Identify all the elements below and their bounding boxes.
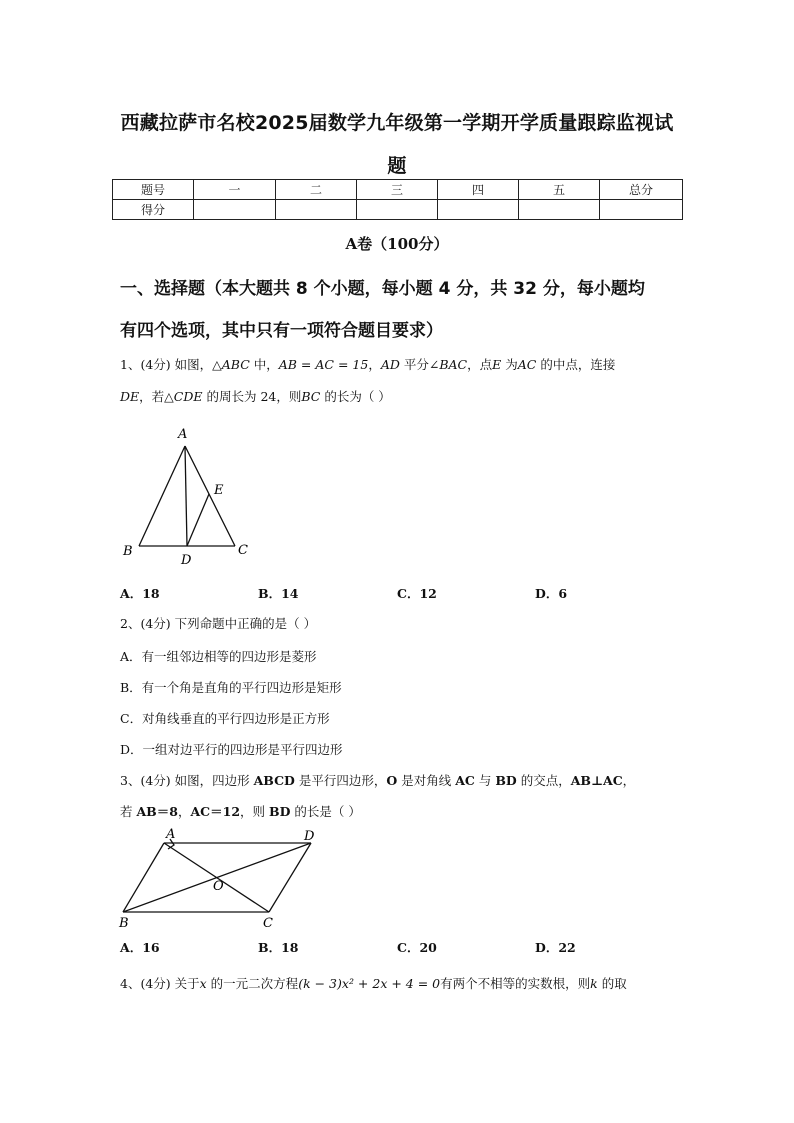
- q1-option-b[interactable]: B．14: [258, 586, 299, 601]
- triangle-figure: [115, 420, 265, 570]
- parallelogram-figure: [115, 826, 325, 932]
- segment-dc: [269, 843, 311, 912]
- score-header-cell: 二: [276, 180, 357, 200]
- section-heading-continued: 有四个选项，其中只有一项符合题目要求）: [120, 321, 443, 341]
- score-row-label: 得分: [113, 200, 194, 220]
- q2-option-a[interactable]: A．有一组邻边相等的四边形是菱形: [120, 649, 317, 664]
- score-table: [112, 179, 683, 220]
- score-header-cell: 五: [519, 180, 600, 200]
- label-c: C: [263, 916, 273, 931]
- question-1-line-2: DE，若△CDE 的周长为 24，则BC 的长为（ ）: [120, 389, 391, 404]
- q3-option-a[interactable]: A．16: [120, 940, 160, 955]
- question-4-line-1: 4、(4分) 关于x 的一元二次方程(k − 3)x² + 2x + 4 = 0有两个不相等的实数根，则k 的取: [120, 976, 627, 991]
- score-header-cell: 总分: [600, 180, 683, 200]
- segment-ab: [139, 446, 185, 546]
- page-title-continued: 题: [387, 155, 407, 177]
- score-header-cell: 题号: [113, 180, 194, 200]
- label-d: D: [181, 553, 192, 568]
- label-o: O: [213, 879, 224, 894]
- diagonal-bd: [123, 843, 311, 912]
- score-header-cell: 四: [438, 180, 519, 200]
- q3-option-c[interactable]: C．20: [397, 940, 437, 955]
- score-cell: [276, 200, 357, 220]
- page-title: 西藏拉萨市名校2025届数学九年级第一学期开学质量跟踪监视试: [120, 112, 674, 134]
- segment-ad: [185, 446, 187, 546]
- question-3-line-1: 3、(4分) 如图，四边形 ABCD 是平行四边形，O 是对角线 AC 与 BD 的交点，AB⊥AC，: [120, 773, 636, 788]
- q2-option-b[interactable]: B．有一个角是直角的平行四边形是矩形: [120, 680, 342, 695]
- q1-option-d[interactable]: D．6: [535, 586, 568, 601]
- segment-de: [187, 494, 209, 546]
- q3-option-b[interactable]: B．18: [258, 940, 299, 955]
- score-header-cell: 一: [194, 180, 276, 200]
- segment-ac: [185, 446, 235, 546]
- score-cell: [519, 200, 600, 220]
- score-cell: [194, 200, 276, 220]
- q1-option-a[interactable]: A．18: [120, 586, 160, 601]
- q1-option-c[interactable]: C．12: [397, 586, 437, 601]
- label-a: A: [178, 427, 188, 442]
- label-b: B: [119, 916, 129, 931]
- label-a: A: [166, 827, 176, 842]
- score-cell: [357, 200, 438, 220]
- label-d: D: [304, 829, 315, 844]
- question-2-stem: 2、(4分) 下列命题中正确的是（ ）: [120, 616, 317, 631]
- label-c: C: [238, 543, 248, 558]
- segment-ab: [123, 843, 164, 912]
- q3-option-d[interactable]: D．22: [535, 940, 576, 955]
- label-b: B: [123, 544, 133, 559]
- section-heading: 一、选择题（本大题共 8 个小题，每小题 4 分，共 32 分，每小题均: [120, 279, 645, 299]
- paper-label: A卷（100分）: [345, 235, 449, 253]
- score-cell: [600, 200, 683, 220]
- score-table-score-row: [113, 200, 683, 220]
- q2-option-d[interactable]: D．一组对边平行的四边形是平行四边形: [120, 742, 343, 757]
- score-cell: [438, 200, 519, 220]
- score-header-cell: 三: [357, 180, 438, 200]
- question-3-line-2: 若 AB＝8，AC＝12，则 BD 的长是（ ）: [120, 804, 361, 819]
- question-1-line-1: 1、(4分) 如图，△ABC 中，AB = AC = 15，AD 平分∠BAC，点E 为AC 的中点，连接: [120, 357, 616, 372]
- score-table-header-row: [113, 180, 683, 200]
- q2-option-c[interactable]: C．对角线垂直的平行四边形是正方形: [120, 711, 330, 726]
- label-e: E: [214, 483, 224, 498]
